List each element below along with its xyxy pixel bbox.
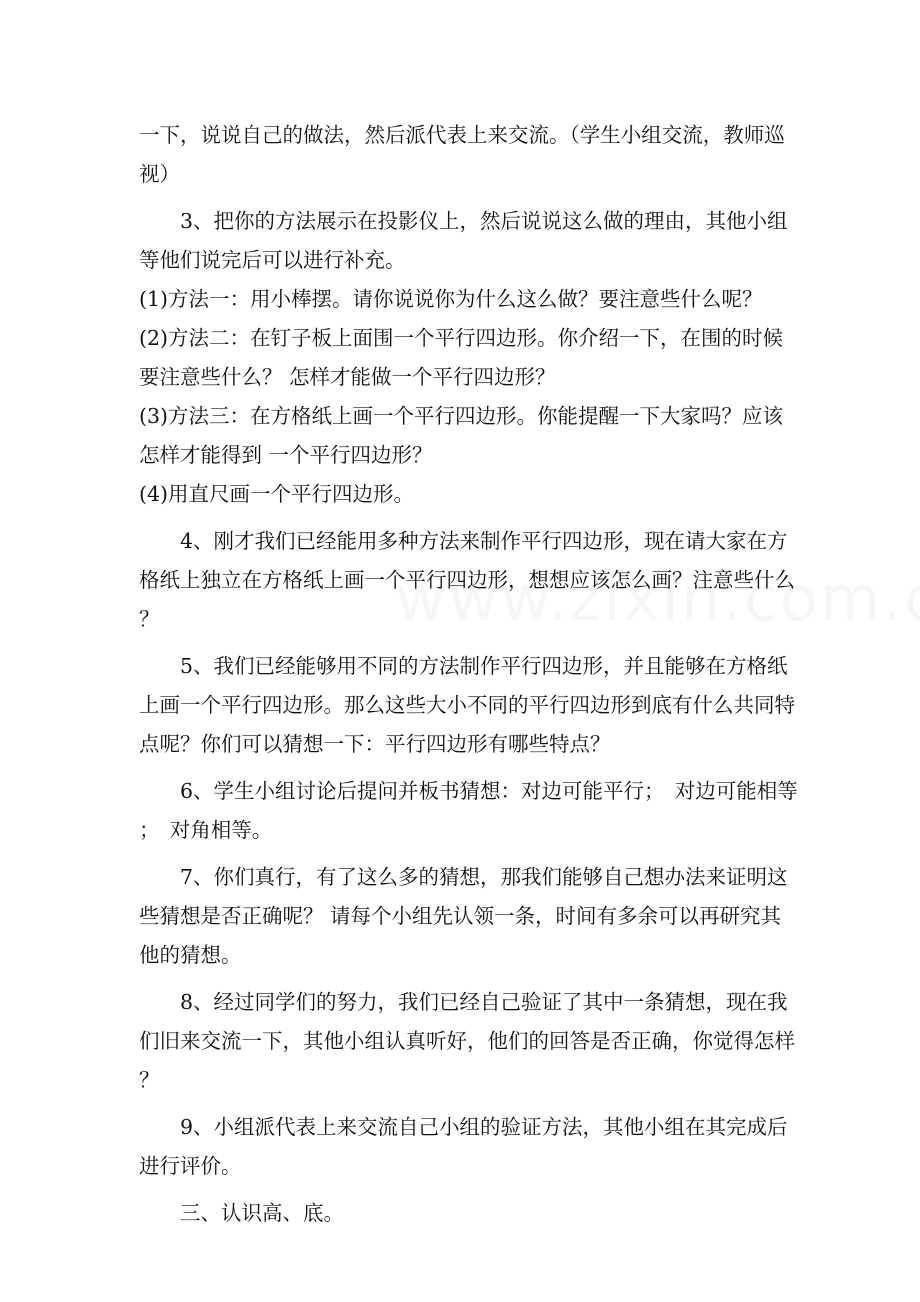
paragraph-step-9: 9、小组派代表上来交流自己小组的验证方法，其他小组在其完成后进行评价。 — [139, 1115, 788, 1178]
section-heading-3: 三、认识高、底。 — [180, 1201, 344, 1225]
paragraph-method-2: (2)方法二：在钉子板上面围一个平行四边形。你介绍一下，在围的时候要注意些什么？ 怎样才能做一个平行四边形？ — [139, 326, 784, 389]
paragraph-step-8: 8、经过同学们的努力，我们已经自己验证了其中一条猜想，现在我们旧来交流一下，其他小组认真听好，他们的回答是否正确，你觉得怎样？ — [139, 990, 795, 1092]
paragraph-step-4: 4、刚才我们已经能用多种方法来制作平行四边形，现在请大家在方格纸上独立在方格纸上画一个平行四边形，想想应该怎么画？注意些什么？ — [139, 529, 795, 631]
paragraph-step-3: 3、把你的方法展示在投影仪上，然后说说这么做的理由，其他小组等他们说完后可以进行补充。 — [139, 209, 788, 272]
paragraph-step-6: 6、学生小组讨论后提问并板书猜想：对边可能平行； 对边可能相等； 对角相等。 — [139, 779, 798, 842]
paragraph-step-7: 7、你们真行，有了这么多的猜想，那我们能够自己想办法来证明这些猜想是否正确呢？ 请每个小组先认领一条，时间有多余可以再研究其他的猜想。 — [139, 865, 788, 967]
paragraph-method-4: (4)用直尺画一个平行四边形。 — [139, 482, 415, 506]
document-body — [139, 116, 799, 1233]
paragraph-step-5: 5、我们已经能够用不同的方法制作平行四边形，并且能够在方格纸上画一个平行四边形。那么这些大小不同的平行四边形到底有什么共同特点呢？你们可以猜想一下：平行四边形有哪些特点？ — [139, 654, 795, 756]
paragraph-continuation: 一下，说说自己的做法，然后派代表上来交流。（学生小组交流，教师巡视） — [139, 123, 785, 186]
paragraph-method-3: (3)方法三：在方格纸上画一个平行四边形。你能提醒一下大家吗？应该怎样才能得到 一个平行四边形？ — [139, 404, 784, 467]
paragraph-method-1: (1)方法一：用小棒摆。请你说说你为什么这么做？要注意些什么呢？ — [139, 287, 763, 311]
